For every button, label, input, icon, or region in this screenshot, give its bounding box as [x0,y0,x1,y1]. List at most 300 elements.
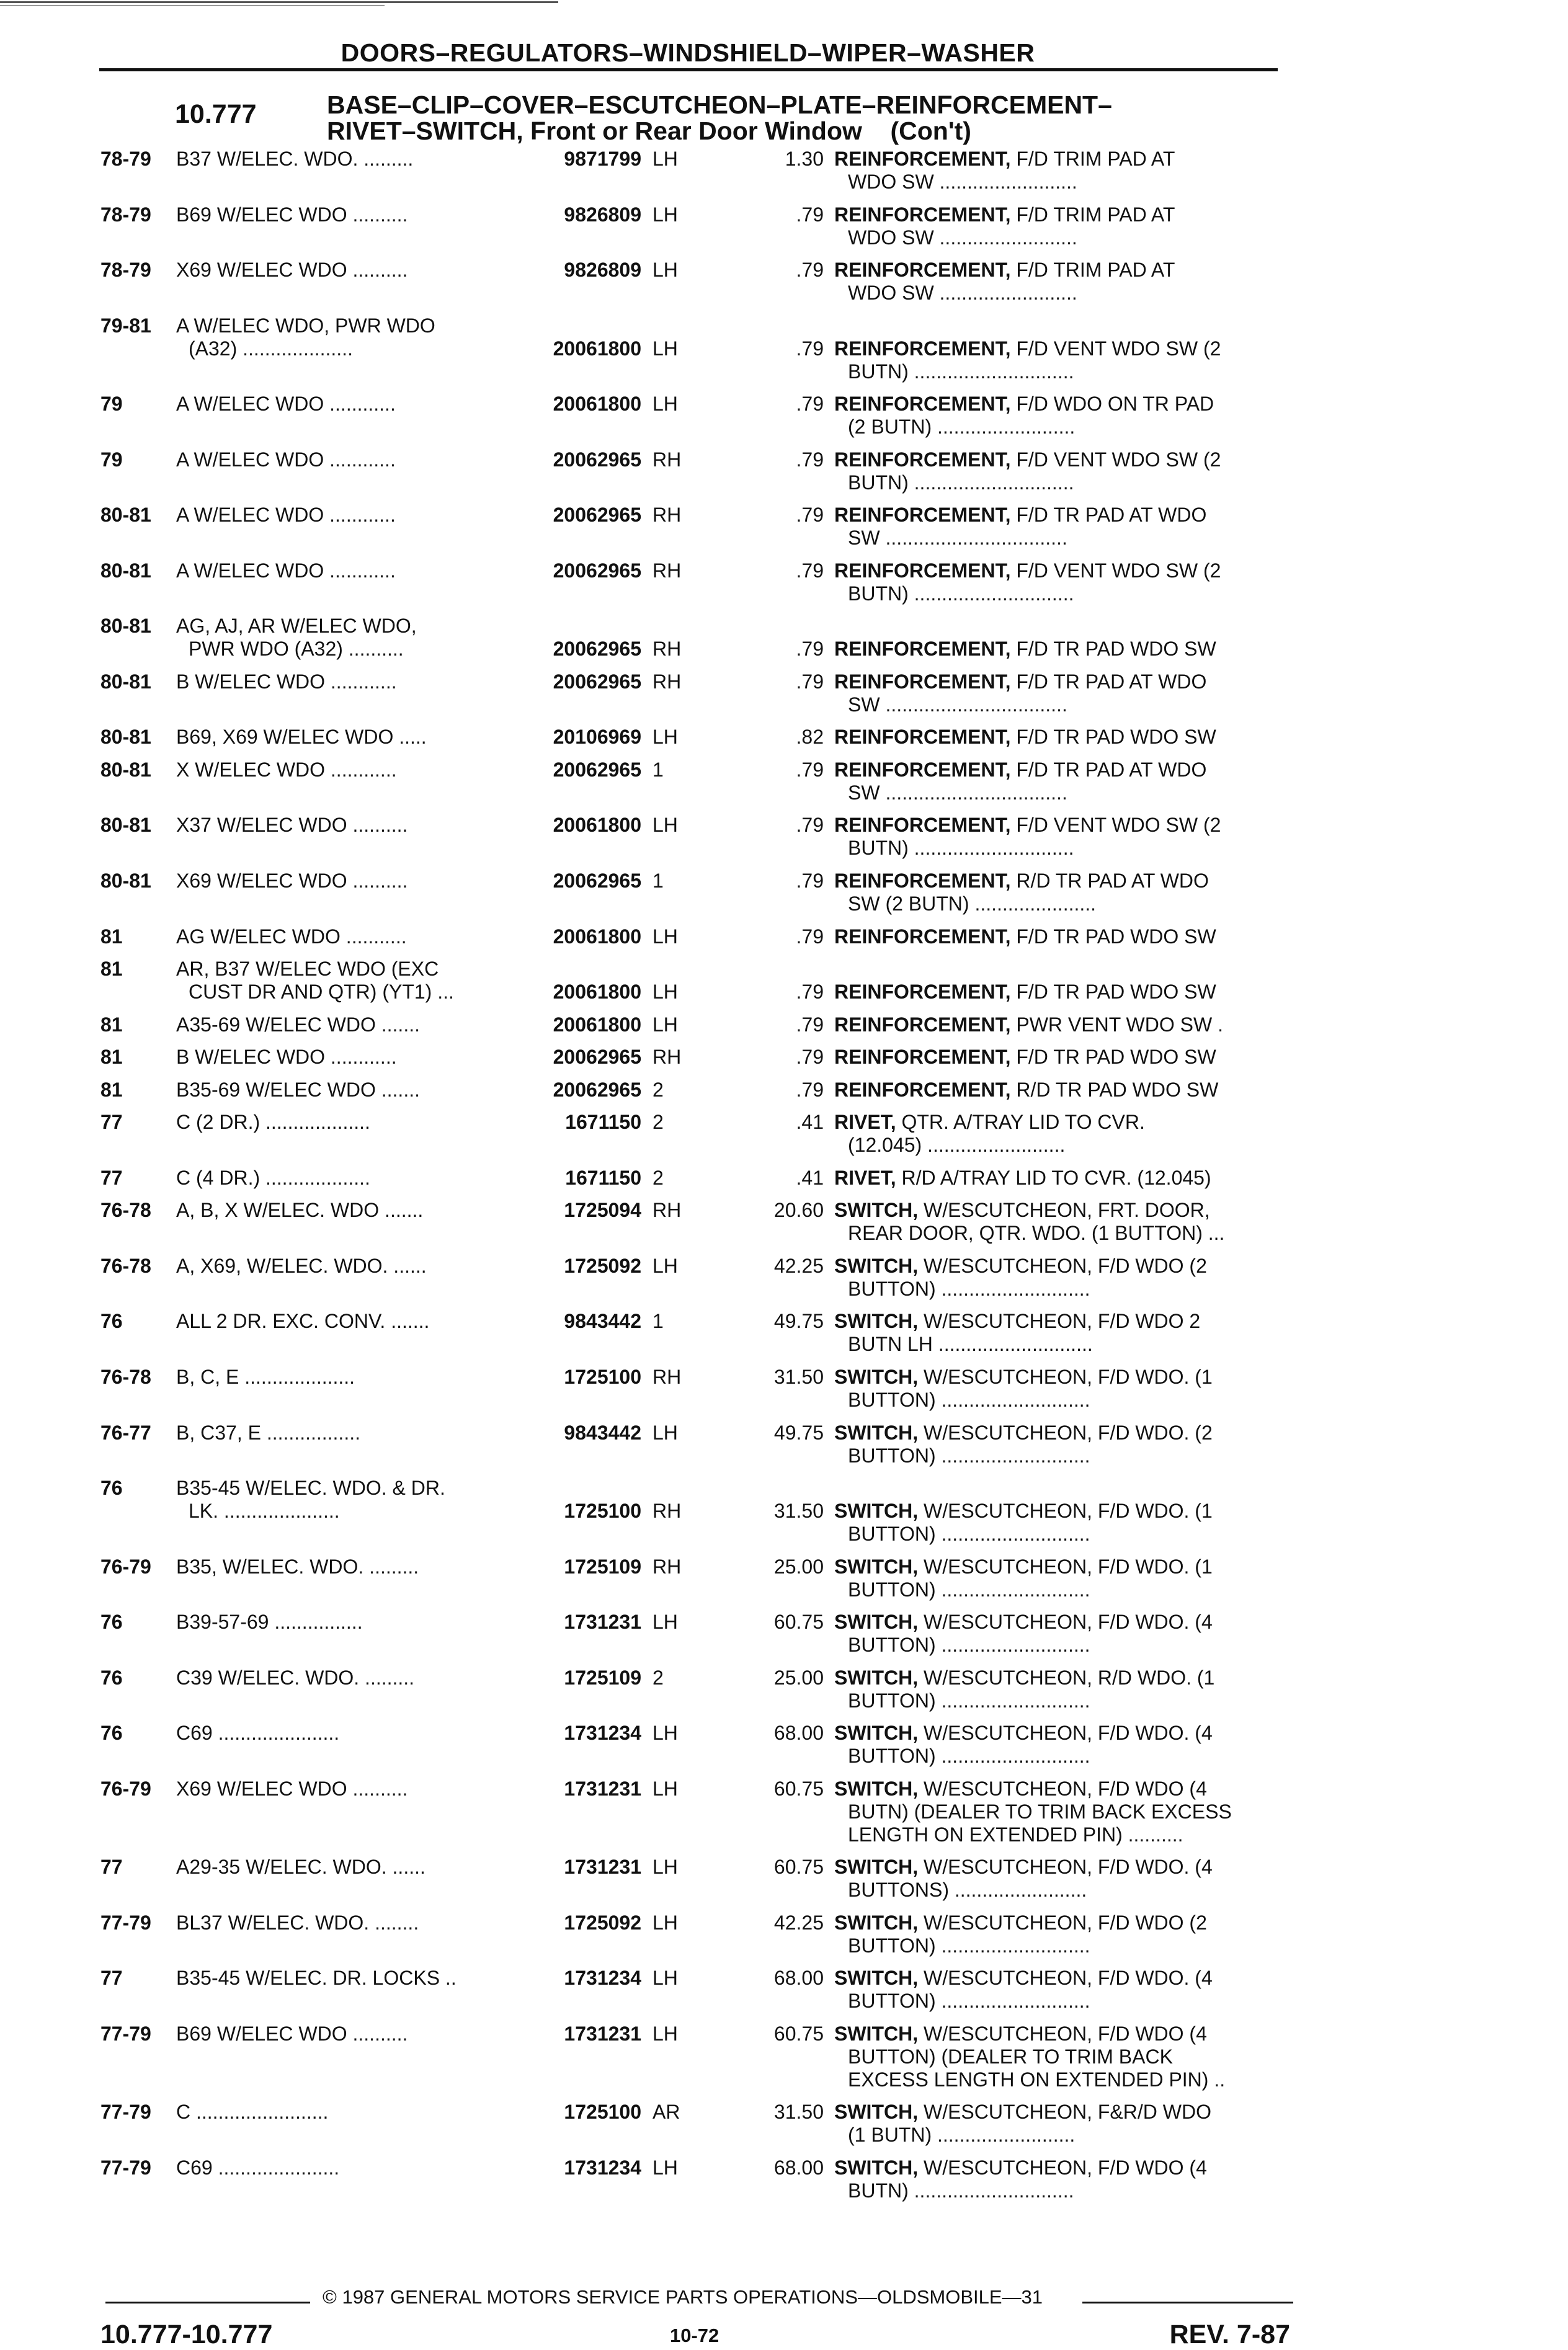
model-description [176,148,514,171]
part-number: 20061800 [553,981,641,1004]
description-heading: REINFORCEMENT, [834,504,1011,527]
table-row [0,958,1568,1004]
year-range: 76 [100,1477,123,1500]
price: 42.25 [773,1911,824,1934]
year-range: 76-78 [100,1199,151,1222]
description-line [834,203,1287,226]
side-quantity: LH [653,203,678,226]
part-number: 20061800 [553,814,641,837]
side-quantity: LH [653,1777,678,1800]
table-row [0,1366,1568,1412]
model-description [176,1111,514,1134]
part-description [834,1199,1287,1245]
year-range: 80-81 [100,670,151,693]
price: .79 [796,393,824,416]
part-number: 1731234 [564,1967,641,1990]
model-description [176,1366,514,1389]
part-number: 20062965 [553,448,641,471]
description-text: W/ESCUTCHEON, F/D WDO. (4 [923,1611,1213,1634]
description-heading: SWITCH, [834,2022,919,2045]
model-line: X W/ELEC WDO ............ [176,758,397,781]
description-line [834,448,1287,471]
year-range: 80-81 [100,814,151,837]
side-quantity: LH [653,1254,678,1277]
description-heading: REINFORCEMENT, [834,638,1011,661]
description-line [834,925,1287,948]
model-line: CUST DR AND QTR) (YT1) ... [189,981,454,1004]
description-heading: SWITCH, [834,1310,919,1333]
description-text: F/D VENT WDO SW (2 [1016,814,1221,837]
part-description [834,1079,1287,1102]
footer-section-range: 10.777-10.777 [100,2320,273,2349]
side-quantity: RH [653,638,682,661]
subsection-title-line2: RIVET–SWITCH, Front or Rear Door Window (Con't) [327,117,971,145]
side-quantity: RH [653,670,682,693]
price: 68.00 [773,1722,824,1745]
description-line: BUTTON) ........................... [848,1388,1090,1411]
model-description [176,870,514,892]
description-heading: SWITCH, [834,1666,919,1689]
model-description [176,1046,514,1069]
description-line: BUTN) ............................. [848,582,1074,605]
description-heading: REINFORCEMENT, [834,870,1011,892]
model-line: C ........................ [176,2101,329,2124]
price: .79 [796,1046,824,1069]
part-number: 1731231 [564,2022,641,2045]
description-text: W/ESCUTCHEON, F/D WDO (2 [923,1911,1207,1934]
description-line: BUTTON) ........................... [848,1990,1090,2013]
description-text: W/ESCUTCHEON, R/D WDO. (1 [923,1666,1215,1689]
year-range: 77 [100,1967,123,1990]
model-line: B, C, E .................... [176,1365,355,1388]
description-line [834,1310,1287,1333]
description-line [834,814,1287,837]
part-description [834,1013,1287,1036]
table-row [0,1167,1568,1190]
description-heading: REINFORCEMENT, [834,726,1011,749]
part-number: 9843442 [564,1310,641,1333]
price: 25.00 [773,1666,824,1689]
part-number: 20062965 [553,758,641,781]
model-line: A W/ELEC WDO ............ [176,448,396,471]
part-description [834,1500,1287,1546]
price: .79 [796,925,824,948]
description-line: (2 BUTN) ......................... [848,416,1076,438]
part-number: 20062965 [553,1078,641,1101]
part-number: 1731231 [564,1856,641,1879]
description-line: WDO SW ......................... [848,282,1077,305]
subsection-title-line1: BASE–CLIP–COVER–ESCUTCHEON–PLATE–REINFORCEMENT– [327,91,1112,119]
table-row [0,1310,1568,1356]
part-description [834,1111,1287,1157]
part-number: 1731231 [564,1777,641,1800]
description-text: QTR. A/TRAY LID TO CVR. [901,1111,1145,1134]
part-description [834,259,1287,305]
table-row [0,259,1568,305]
table-row [0,1722,1568,1768]
price: 68.00 [773,1967,824,1990]
year-range: 81 [100,1013,123,1036]
table-row [0,2101,1568,2147]
model-description [176,1667,514,1689]
part-number: 1671150 [565,1111,641,1134]
model-line: A, X69, W/ELEC. WDO. ...... [176,1254,427,1277]
model-line: C39 W/ELEC. WDO. ......... [176,1666,415,1689]
model-line: B35-45 W/ELEC. DR. LOCKS .. [176,1967,457,1990]
table-row [0,559,1568,605]
model-description [176,670,514,693]
description-line: SW ................................. [848,781,1067,804]
description-line: BUTTON) ........................... [848,1578,1090,1601]
part-number: 1725100 [564,1500,641,1523]
price: .41 [796,1111,824,1134]
price: .79 [796,203,824,226]
year-range: 76 [100,1722,123,1745]
description-line [834,1500,1287,1523]
description-line: BUTTON) ........................... [848,1523,1090,1546]
model-line: A W/ELEC WDO ............ [176,393,396,416]
description-text: F/D VENT WDO SW (2 [1016,448,1221,471]
part-number: 1725109 [564,1666,641,1689]
description-line [834,759,1287,781]
part-description [834,148,1287,194]
description-text: F/D TR PAD WDO SW [1016,638,1216,661]
description-line: BUTN) ............................. [848,2179,1074,2202]
description-line [834,1778,1287,1800]
side-quantity: LH [653,1911,678,1934]
part-description [834,759,1287,804]
part-description [834,870,1287,915]
price: .41 [796,1166,824,1189]
description-text: PWR VENT WDO SW . [1016,1013,1223,1036]
description-heading: REINFORCEMENT, [834,393,1011,416]
year-range: 81 [100,925,123,948]
year-range: 76-79 [100,1777,151,1800]
part-number: 1731234 [564,2156,641,2179]
description-text: W/ESCUTCHEON, F/D WDO 2 [923,1310,1201,1333]
table-row [0,148,1568,194]
model-description [176,1255,514,1278]
side-quantity: LH [653,925,678,948]
footer-rule-right [1082,2302,1293,2303]
description-heading: REINFORCEMENT, [834,259,1011,282]
year-range: 77-79 [100,2022,151,2045]
description-heading: REINFORCEMENT, [834,1078,1011,1101]
side-quantity: LH [653,981,678,1004]
description-line: BUTTON) ........................... [848,1689,1090,1712]
side-quantity: LH [653,2022,678,2045]
model-description [176,448,514,471]
description-line [834,726,1287,749]
part-description [834,2156,1287,2202]
price: 49.75 [773,1421,824,1444]
part-description [834,1556,1287,1601]
description-line [834,638,1287,661]
model-description [176,504,514,527]
table-row [0,2156,1568,2202]
side-quantity: LH [653,148,678,170]
scan-artifact-line [0,5,385,6]
part-description [834,1422,1287,1467]
model-line: X37 W/ELEC WDO .......... [176,814,408,837]
description-line [834,2023,1287,2045]
description-heading: SWITCH, [834,2101,919,2124]
part-description [834,1667,1287,1712]
year-range: 76 [100,1310,123,1333]
year-range: 76-79 [100,1555,151,1578]
table-row [0,448,1568,494]
model-line: C (4 DR.) ................... [176,1166,370,1189]
model-line: AG W/ELEC WDO ........... [176,925,407,948]
part-number: 1725100 [564,1365,641,1388]
model-line: B69, X69 W/ELEC WDO ..... [176,726,427,749]
part-description [834,1255,1287,1301]
model-line: A29-35 W/ELEC. WDO. ...... [176,1856,425,1879]
description-text: F/D TRIM PAD AT [1016,148,1175,170]
description-heading: SWITCH, [834,2156,919,2179]
description-line [834,1255,1287,1278]
part-number: 20106969 [553,726,641,749]
price: 42.25 [773,1254,824,1277]
model-line: B35-45 W/ELEC. WDO. & DR. [176,1477,445,1500]
part-description [834,981,1287,1004]
table-row [0,1667,1568,1712]
description-line [834,870,1287,892]
side-quantity: LH [653,1967,678,1990]
description-heading: REINFORCEMENT, [834,148,1011,170]
description-text: W/ESCUTCHEON, F/D WDO (4 [923,1777,1207,1800]
description-text: W/ESCUTCHEON, F/D WDO. (1 [923,1555,1213,1578]
year-range: 77-79 [100,2101,151,2124]
side-quantity: LH [653,814,678,837]
part-description [834,814,1287,860]
table-row [0,1013,1568,1036]
year-range: 79-81 [100,314,151,337]
year-range: 79 [100,448,123,471]
table-row [0,1778,1568,1846]
description-line: SW ................................. [848,527,1067,550]
side-quantity: 1 [653,870,664,892]
table-row [0,314,1568,383]
part-number: 20061800 [553,925,641,948]
price: .82 [796,726,824,749]
description-text: R/D A/TRAY LID TO CVR. (12.045) [901,1166,1211,1189]
model-description [176,1778,514,1800]
model-line: X69 W/ELEC WDO .......... [176,1777,408,1800]
model-description [176,259,514,282]
side-quantity: RH [653,1555,682,1578]
model-line: C (2 DR.) ................... [176,1111,370,1134]
part-number: 9826809 [564,259,641,282]
part-description [834,504,1287,550]
side-quantity: RH [653,504,682,527]
description-line [834,337,1287,360]
part-description [834,448,1287,494]
price: .79 [796,758,824,781]
part-number: 1725109 [564,1555,641,1578]
part-number: 9826809 [564,203,641,226]
description-line: LENGTH ON EXTENDED PIN) .......... [848,1823,1183,1846]
part-number: 1731234 [564,1722,641,1745]
side-quantity: AR [653,2101,680,2124]
description-line: SW ................................. [848,693,1067,716]
description-heading: SWITCH, [834,1555,919,1578]
table-row [0,670,1568,716]
description-heading: REINFORCEMENT, [834,337,1011,360]
part-description [834,726,1287,749]
description-heading: REINFORCEMENT, [834,448,1011,471]
year-range: 76-78 [100,1365,151,1388]
description-text: F/D TR PAD AT WDO [1016,670,1207,693]
year-range: 76-78 [100,1254,151,1277]
model-description [176,1013,514,1036]
description-text: W/ESCUTCHEON, F/D WDO (2 [923,1254,1207,1277]
subsection-title [327,92,1245,144]
table-row [0,1046,1568,1069]
description-text: F/D VENT WDO SW (2 [1016,559,1221,582]
year-range: 80-81 [100,615,151,638]
description-text: F/D TR PAD WDO SW [1016,925,1216,948]
description-line: BUTN) ............................. [848,837,1074,860]
price: 60.75 [773,1611,824,1634]
table-row [0,1967,1568,2013]
model-description [176,1856,514,1879]
description-line: BUTN) (DEALER TO TRIM BACK EXCESS [848,1800,1232,1823]
description-line [834,1422,1287,1444]
table-row [0,814,1568,860]
description-heading: SWITCH, [834,1967,919,1990]
description-text: R/D TR PAD AT WDO [1016,870,1209,892]
description-heading: RIVET, [834,1166,896,1189]
footer-page-number: 10-72 [670,2325,719,2346]
model-description [176,1310,514,1333]
description-heading: REINFORCEMENT, [834,758,1011,781]
description-heading: SWITCH, [834,1722,919,1745]
part-number: 20062965 [553,559,641,582]
description-text: W/ESCUTCHEON, FRT. DOOR, [923,1199,1210,1222]
model-description [176,2156,514,2179]
part-number: 1725100 [564,2101,641,2124]
description-line [834,2101,1287,2124]
year-range: 76 [100,1611,123,1634]
model-line: B35, W/ELEC. WDO. ......... [176,1555,419,1578]
description-heading: SWITCH, [834,1856,919,1879]
table-row [0,1556,1568,1601]
description-text: W/ESCUTCHEON, F/D WDO. (2 [923,1421,1213,1444]
price: .79 [796,259,824,282]
price: .79 [796,448,824,471]
side-quantity: LH [653,726,678,749]
price: .79 [796,870,824,892]
price: 20.60 [773,1199,824,1222]
year-range: 76-77 [100,1421,151,1444]
model-description [176,393,514,416]
model-description [176,314,514,360]
description-heading: REINFORCEMENT, [834,1046,1011,1069]
part-description [834,393,1287,438]
model-description [176,615,514,661]
description-text: W/ESCUTCHEON, F/D WDO (4 [923,2156,1207,2179]
side-quantity: LH [653,1421,678,1444]
year-range: 79 [100,393,123,416]
model-description [176,1912,514,1934]
description-text: F/D VENT WDO SW (2 [1016,337,1221,360]
description-line: WDO SW ......................... [848,226,1077,249]
price: 31.50 [773,2101,824,2124]
price: .79 [796,1013,824,1036]
description-line: BUTTON) (DEALER TO TRIM BACK [848,2045,1173,2068]
description-line [834,1722,1287,1745]
table-row [0,504,1568,550]
model-line: B, C37, E ................. [176,1421,360,1444]
description-heading: SWITCH, [834,1500,919,1523]
model-line: B39-57-69 ................ [176,1611,363,1634]
table-row [0,759,1568,804]
part-description [834,670,1287,716]
year-range: 78-79 [100,203,151,226]
description-line [834,1079,1287,1102]
description-heading: SWITCH, [834,1365,919,1388]
part-number: 9871799 [564,148,641,170]
price: .79 [796,1078,824,1101]
description-heading: REINFORCEMENT, [834,814,1011,837]
part-number: 9843442 [564,1421,641,1444]
side-quantity: 2 [653,1666,664,1689]
model-line: AR, B37 W/ELEC WDO (EXC [176,958,439,981]
year-range: 80-81 [100,870,151,892]
description-heading: REINFORCEMENT, [834,925,1011,948]
part-description [834,337,1287,383]
model-description [176,759,514,781]
side-quantity: RH [653,1500,682,1523]
side-quantity: LH [653,2156,678,2179]
model-line: A W/ELEC WDO ............ [176,504,396,527]
price: 68.00 [773,2156,824,2179]
year-range: 80-81 [100,559,151,582]
model-line: C69 ...................... [176,1722,340,1745]
price: 60.75 [773,2022,824,2045]
side-quantity: 2 [653,1111,664,1134]
table-row [0,615,1568,661]
year-range: 80-81 [100,758,151,781]
description-line [834,1046,1287,1069]
side-quantity: RH [653,1046,682,1069]
part-description [834,1046,1287,1069]
year-range: 76 [100,1666,123,1689]
model-description [176,1722,514,1745]
description-line: REAR DOOR, QTR. WDO. (1 BUTTON) ... [848,1222,1225,1245]
table-row [0,1111,1568,1157]
description-heading: REINFORCEMENT, [834,670,1011,693]
table-row [0,1477,1568,1546]
table-row [0,393,1568,438]
price: .79 [796,981,824,1004]
description-text: F/D TR PAD AT WDO [1016,758,1207,781]
description-heading: SWITCH, [834,1254,919,1277]
description-heading: SWITCH, [834,1199,919,1222]
description-line [834,1556,1287,1578]
description-text: F/D TR PAD WDO SW [1016,726,1216,749]
table-row [0,1199,1568,1245]
side-quantity: RH [653,1365,682,1388]
part-description [834,1167,1287,1190]
price: 31.50 [773,1500,824,1523]
table-row [0,1611,1568,1657]
description-line [834,1199,1287,1222]
part-number: 20061800 [553,1013,641,1036]
part-number: 1725092 [564,1254,641,1277]
side-quantity: LH [653,1013,678,1036]
